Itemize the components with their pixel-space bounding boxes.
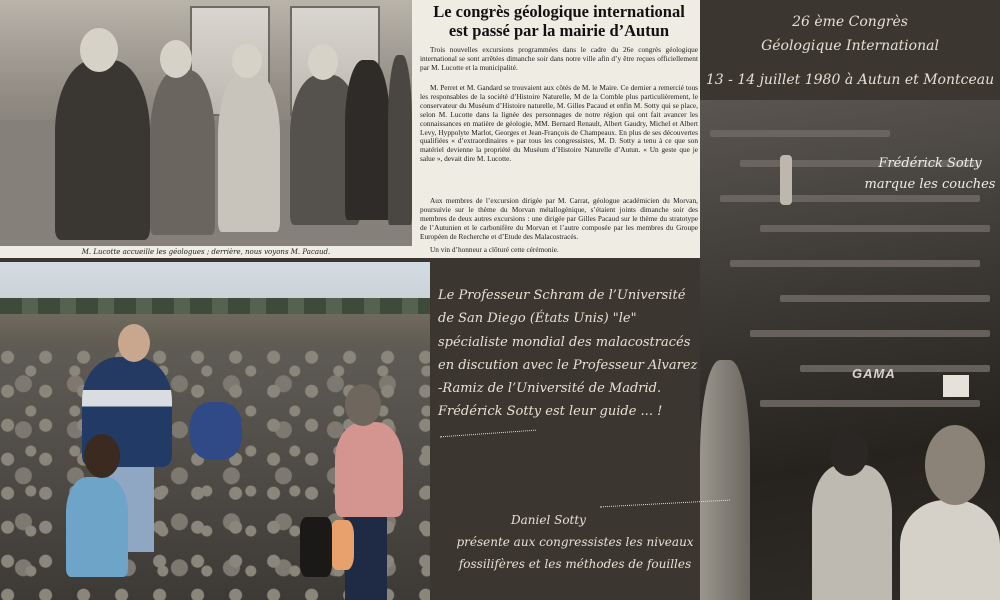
child-figure (66, 477, 128, 577)
clipping-paragraph: Un vin d’honneur a clôturé cette cérémonie. (430, 245, 559, 254)
professor-alvarez-figure (335, 422, 403, 517)
header-line-2: Géologique International (761, 38, 939, 54)
person-foreground (900, 500, 1000, 600)
person-figure (218, 72, 280, 232)
rock-inscription: GAMA (852, 366, 896, 381)
header-line-1: 26 ème Congrès (792, 14, 908, 30)
clipping-paragraph: Aux membres de l’excursion dirigée par M. Carrat, géologue académicien du Morvan, poursuivie sur le thème du Morvan métallogénique, s’étaient joints dimanche soir des membres de deux autres excursions : une dirigée par Gilles Pacaud sur le thème du stratotype de l’Autunien et le carbonifère du Morvan et l’autre composée par les membres du Groupe Européen de Recherche et d’Etude des Malacostracés. (420, 196, 698, 241)
clipping-headline: Le congrès géologique international est passé par la mairie d’Autun (433, 2, 685, 40)
person-figure (388, 55, 412, 225)
person-foreground (700, 360, 750, 600)
clipping-photo (0, 0, 412, 246)
marker-sign (943, 375, 969, 397)
clipping-paragraph: M. Perret et M. Gandard se trouvaient aux côtés de M. le Maire. Ce dernier a remercié tous les responsables de la société d’Histoire Naturelle, M de la Comble plus particulièrement, le conservateur du Muséum d’Histoire naturelle, M. Gilles Pacaud et enfin M. Sotty qui se place, selon M. Lucotte dans la lignée des personnages de notre région qui ont fait avancer les connaissances en matière de géologie, MM. Bernard Renault, Albert Gaudry, Michel et Albert Levy, Hyppolyte Marlot, Georges et Jean-François de Champeaux. En plus de ses découvertes qualifiées « d’extraordinaires » par tous les congressistes, M. D. Sotty a tenu à ce que son matériel devienne la propriété du Muséum d’Histoire Naturelle d’Autun. « Un geste que je salue », devait dire M. Lucotte. (420, 83, 698, 164)
person-figure (55, 60, 150, 240)
congress-header (700, 0, 1000, 100)
pointer-line (440, 430, 536, 438)
climbing-person (780, 155, 792, 205)
header-line-3: 13 - 14 juillet 1980 à Autun et Montceau (705, 72, 995, 88)
person-figure (150, 70, 215, 235)
person-figure (345, 60, 390, 220)
black-bag (300, 517, 332, 577)
orange-bag (330, 520, 354, 570)
photographer-figure (190, 402, 242, 460)
field-excursion-photo (0, 262, 430, 600)
daniel-sotty-caption: Daniel Sotty présente aux congressistes les niveaux fossilifères et les méthodes de fouilles (456, 513, 694, 571)
main-caption: Le Professeur Schram de l’Université de San Diego (États Unis) "le" spécialiste mondial des malacostracés en discution avec le Professeur Alvarez -Ramiz de l’Université de Madrid. Frédérick Sotty est leur guide ... ! (438, 288, 698, 420)
clipping-photo-caption: M. Lucotte accueille les géologues ; derrière, nous voyons M. Pacaud. (81, 248, 331, 256)
frederick-sotty-label: Frédérick Sotty marque les couches (864, 156, 996, 192)
daniel-sotty-figure (812, 465, 892, 600)
clipping-paragraph: Trois nouvelles excursions programmées dans le cadre du 26e congrès géologique international se sont arrêtées dimanche soir dans notre ville afin d’y être reçues officiellement par M. Lucotte et la municipalité. (420, 45, 698, 72)
newspaper-clipping (0, 0, 700, 258)
